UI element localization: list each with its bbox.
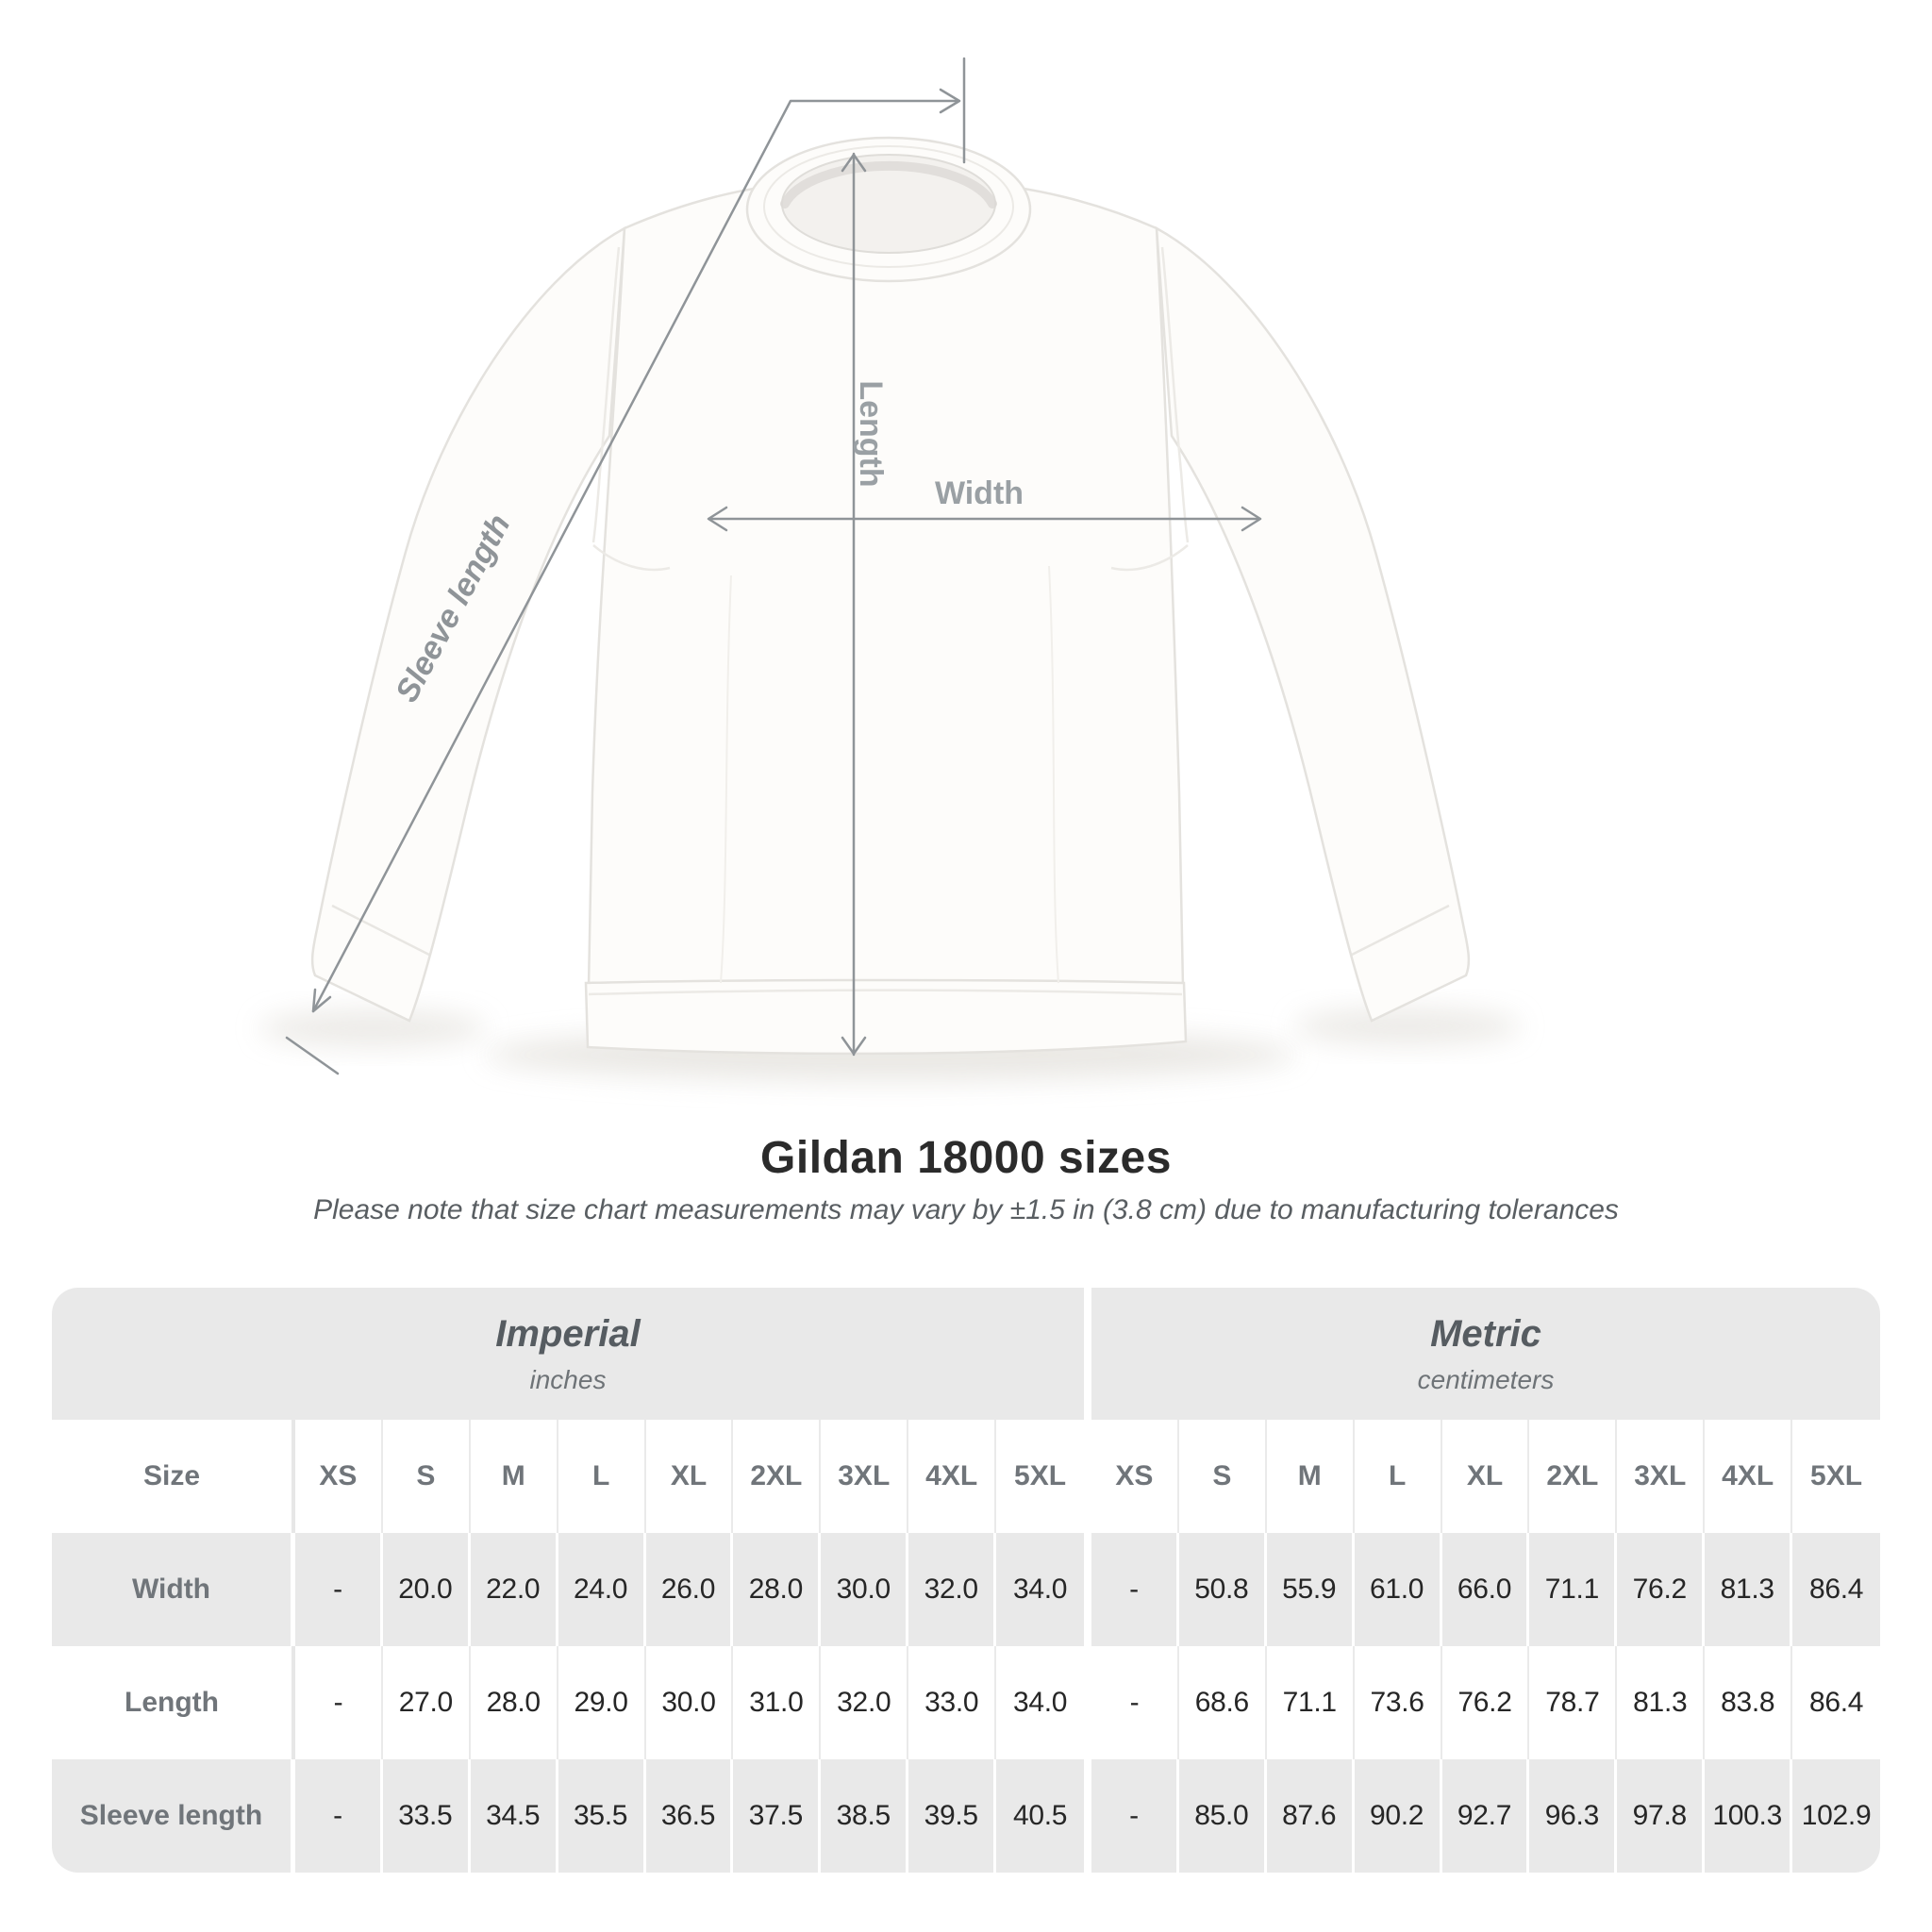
size-col-imperial-l: L <box>558 1420 646 1533</box>
value-cell: 24.0 <box>558 1533 646 1646</box>
tolerance-note: Please note that size chart measurements may vary by ±1.5 in (3.8 cm) due to manufacturing tolerances <box>313 1194 1619 1225</box>
value-cell: 33.5 <box>383 1759 471 1873</box>
size-col-imperial-2xl: 2XL <box>733 1420 821 1533</box>
value-cell: 78.7 <box>1529 1646 1617 1759</box>
header-gutter <box>1084 1288 1091 1420</box>
size-col-metric-l: L <box>1355 1420 1442 1533</box>
size-col-imperial-xs: XS <box>295 1420 383 1533</box>
value-cell: 34.0 <box>996 1533 1084 1646</box>
value-cell: 83.8 <box>1705 1646 1792 1759</box>
sleeve-length-label: Sleeve length <box>389 508 518 708</box>
value-cell: 30.0 <box>646 1646 734 1759</box>
sweatshirt-body <box>589 181 1183 987</box>
value-cell: 76.2 <box>1617 1533 1705 1646</box>
value-cell: 81.3 <box>1617 1646 1705 1759</box>
size-col-metric-2xl: 2XL <box>1529 1420 1617 1533</box>
col-header-size: Size <box>52 1420 295 1533</box>
value-cell: 36.5 <box>646 1759 734 1873</box>
value-cell: 81.3 <box>1705 1533 1792 1646</box>
value-cell: 61.0 <box>1355 1533 1442 1646</box>
value-cell: 100.3 <box>1705 1759 1792 1873</box>
size-col-imperial-5xl: 5XL <box>996 1420 1084 1533</box>
size-col-imperial-m: M <box>471 1420 558 1533</box>
size-col-metric-xl: XL <box>1442 1420 1530 1533</box>
value-cell: 32.0 <box>821 1646 908 1759</box>
value-cell: 30.0 <box>821 1533 908 1646</box>
size-col-imperial-xl: XL <box>646 1420 734 1533</box>
row-label-width: Width <box>52 1533 295 1646</box>
width-label: Width <box>934 475 1024 511</box>
value-cell: 40.5 <box>996 1759 1084 1873</box>
value-cell: 28.0 <box>733 1533 821 1646</box>
value-cell: 35.5 <box>558 1759 646 1873</box>
size-col-metric-4xl: 4XL <box>1705 1420 1792 1533</box>
value-cell: 86.4 <box>1792 1646 1880 1759</box>
value-cell: 76.2 <box>1442 1646 1530 1759</box>
left-sleeve <box>312 228 625 1021</box>
value-cell: 27.0 <box>383 1646 471 1759</box>
size-col-metric-3xl: 3XL <box>1617 1420 1705 1533</box>
value-cell: 29.0 <box>558 1646 646 1759</box>
value-cell: 50.8 <box>1179 1533 1267 1646</box>
right-sleeve <box>1157 228 1469 1021</box>
value-cell: 37.5 <box>733 1759 821 1873</box>
value-cell: - <box>295 1646 383 1759</box>
metric-label: Metric <box>1430 1312 1541 1355</box>
value-cell: 96.3 <box>1529 1759 1617 1873</box>
value-cell: 34.0 <box>996 1646 1084 1759</box>
value-cell: 28.0 <box>471 1646 558 1759</box>
value-cell: 34.5 <box>471 1759 558 1873</box>
size-col-metric-xs: XS <box>1091 1420 1179 1533</box>
size-col-imperial-3xl: 3XL <box>821 1420 908 1533</box>
value-cell: 97.8 <box>1617 1759 1705 1873</box>
value-cell: 86.4 <box>1792 1533 1880 1646</box>
value-cell: - <box>1091 1533 1179 1646</box>
value-cell: 87.6 <box>1267 1759 1355 1873</box>
metric-header <box>1091 1288 1880 1420</box>
value-cell: 55.9 <box>1267 1533 1355 1646</box>
value-cell: 20.0 <box>383 1533 471 1646</box>
value-cell: 39.5 <box>908 1759 996 1873</box>
value-cell: 38.5 <box>821 1759 908 1873</box>
value-cell: 26.0 <box>646 1533 734 1646</box>
imperial-unit: inches <box>529 1364 607 1394</box>
value-cell: 33.0 <box>908 1646 996 1759</box>
value-cell: 85.0 <box>1179 1759 1267 1873</box>
value-cell: 22.0 <box>471 1533 558 1646</box>
value-cell: - <box>295 1759 383 1873</box>
value-cell: 92.7 <box>1442 1759 1530 1873</box>
value-cell: - <box>1091 1646 1179 1759</box>
size-col-metric-m: M <box>1267 1420 1355 1533</box>
size-col-imperial-4xl: 4XL <box>908 1420 996 1533</box>
value-cell: 71.1 <box>1267 1646 1355 1759</box>
value-cell: 90.2 <box>1355 1759 1442 1873</box>
size-col-metric-s: S <box>1179 1420 1267 1533</box>
row-label-length: Length <box>52 1646 295 1759</box>
value-cell: 68.6 <box>1179 1646 1267 1759</box>
value-cell: 66.0 <box>1442 1533 1530 1646</box>
value-cell: - <box>295 1533 383 1646</box>
imperial-label: Imperial <box>495 1312 641 1355</box>
metric-unit: centimeters <box>1417 1364 1555 1394</box>
page-title: Gildan 18000 sizes <box>760 1133 1172 1183</box>
value-cell: 102.9 <box>1792 1759 1880 1873</box>
crew-collar <box>747 138 1030 281</box>
value-cell: 32.0 <box>908 1533 996 1646</box>
imperial-header <box>52 1288 1084 1420</box>
size-col-imperial-s: S <box>383 1420 471 1533</box>
value-cell: - <box>1091 1759 1179 1873</box>
length-label: Length <box>853 380 889 488</box>
size-chart-table <box>52 1288 1880 1873</box>
value-cell: 73.6 <box>1355 1646 1442 1759</box>
row-label-sleeve-length: Sleeve length <box>52 1759 295 1873</box>
value-cell: 71.1 <box>1529 1533 1617 1646</box>
size-col-metric-5xl: 5XL <box>1792 1420 1880 1533</box>
value-cell: 31.0 <box>733 1646 821 1759</box>
